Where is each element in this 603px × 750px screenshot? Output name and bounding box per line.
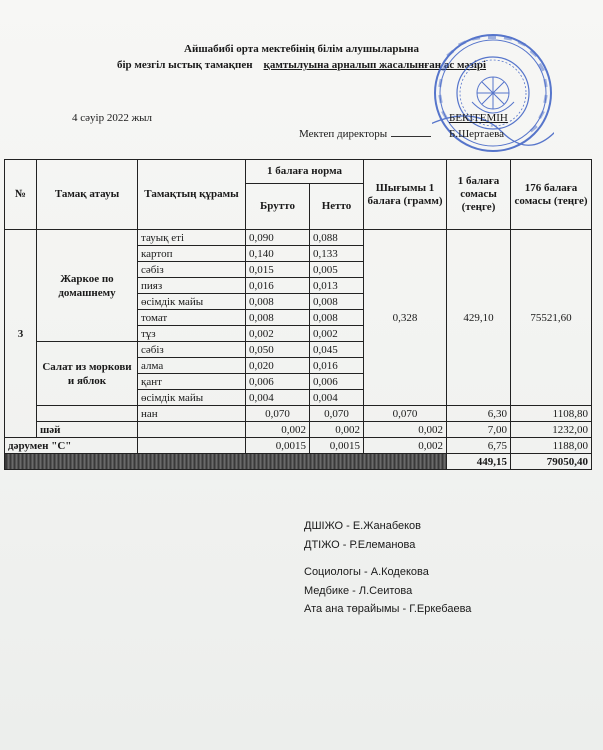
header-composition: Тамақтың құрамы bbox=[138, 160, 246, 230]
brutto: 0,006 bbox=[246, 374, 310, 390]
ingredient: сәбіз bbox=[138, 342, 246, 358]
main-output: 0,328 bbox=[364, 230, 447, 406]
cost1: 6,75 bbox=[447, 438, 511, 454]
brutto: 0,050 bbox=[246, 342, 310, 358]
output: 0,070 bbox=[364, 406, 447, 422]
ingredient: нан bbox=[138, 406, 246, 422]
signature-line bbox=[391, 136, 431, 137]
netto: 0,0015 bbox=[310, 438, 364, 454]
ingredient: тұз bbox=[138, 326, 246, 342]
empty-cell bbox=[37, 406, 138, 422]
header-netto: Нетто bbox=[310, 184, 364, 230]
brutto: 0,008 bbox=[246, 294, 310, 310]
netto: 0,005 bbox=[310, 262, 364, 278]
total-cost1: 449,15 bbox=[447, 454, 511, 470]
brutto: 0,008 bbox=[246, 310, 310, 326]
table-row bbox=[5, 406, 592, 422]
signature-line-5: Ата ана төрайымы - Г.Еркебаева bbox=[304, 603, 472, 615]
header-norm: 1 балаға норма bbox=[246, 160, 364, 184]
header-output: Шығымы 1 балаға (грамм) bbox=[364, 160, 447, 230]
brutto: 0,140 bbox=[246, 246, 310, 262]
title-part-a: бір мезгіл ыстық тамақпен bbox=[116, 59, 253, 71]
netto: 0,004 bbox=[310, 390, 364, 406]
ingredient: қант bbox=[138, 374, 246, 390]
signature-line-2: ДТІЖО - Р.Елеманова bbox=[304, 538, 416, 551]
header-cost176: 176 балаға сомасы (теңге) bbox=[511, 160, 592, 230]
cost1: 6,30 bbox=[447, 406, 511, 422]
brutto: 0,090 bbox=[246, 230, 310, 246]
vitamin-label: дәрумен "С" bbox=[5, 438, 138, 454]
table-row bbox=[5, 230, 592, 246]
director-name: Б.Шертаева bbox=[449, 128, 505, 140]
header-num: № bbox=[5, 160, 37, 230]
table-row bbox=[5, 438, 592, 454]
total-shaded-cell bbox=[5, 454, 447, 470]
director-label-text: Мектеп директоры bbox=[299, 128, 388, 140]
brutto: 0,015 bbox=[246, 262, 310, 278]
brutto: 0,070 bbox=[246, 406, 310, 422]
netto: 0,002 bbox=[310, 422, 364, 438]
table-row bbox=[5, 422, 592, 438]
brutto: 0,016 bbox=[246, 278, 310, 294]
brutto: 0,020 bbox=[246, 358, 310, 374]
signature-line-4: Медбике - Л.Сеитова bbox=[304, 584, 413, 597]
header-cost1: 1 балаға сомасы (теңге) bbox=[447, 160, 511, 230]
netto: 0,070 bbox=[310, 406, 364, 422]
row-number: 3 bbox=[5, 230, 37, 438]
document-date: 4 сәуір 2022 жыл bbox=[72, 112, 153, 124]
ingredient: өсімдік майы bbox=[138, 390, 246, 406]
netto: 0,008 bbox=[310, 310, 364, 326]
main-cost176: 75521,60 bbox=[511, 230, 592, 406]
tea-label: шәй bbox=[37, 422, 138, 438]
cost1: 7,00 bbox=[447, 422, 511, 438]
ingredient: сәбіз bbox=[138, 262, 246, 278]
director-label bbox=[299, 128, 431, 140]
title-part-b: қамтылуына арналып жасалынған ас мәзірі bbox=[263, 59, 487, 71]
ingredient: томат bbox=[138, 310, 246, 326]
netto: 0,088 bbox=[310, 230, 364, 246]
main-cost1: 429,10 bbox=[447, 230, 511, 406]
cost176: 1232,00 bbox=[511, 422, 592, 438]
total-row bbox=[5, 454, 592, 470]
menu-table bbox=[4, 159, 592, 470]
brutto: 0,002 bbox=[246, 422, 310, 438]
approve-label: БЕКІТЕМІН bbox=[449, 112, 508, 124]
total-cost176: 79050,40 bbox=[511, 454, 592, 470]
signature-line-3: Социологы - А.Кодекова bbox=[304, 566, 429, 578]
brutto: 0,0015 bbox=[246, 438, 310, 454]
ingredient: өсімдік майы bbox=[138, 294, 246, 310]
ingredient: картоп bbox=[138, 246, 246, 262]
cost176: 1108,80 bbox=[511, 406, 592, 422]
brutto: 0,004 bbox=[246, 390, 310, 406]
netto: 0,006 bbox=[310, 374, 364, 390]
ingredient: пияз bbox=[138, 278, 246, 294]
ingredient: тауық еті bbox=[138, 230, 246, 246]
header-dish: Тамақ атауы bbox=[37, 160, 138, 230]
cost176: 1188,00 bbox=[511, 438, 592, 454]
signature-line-1: ДШІЖО - Е.Жанабеков bbox=[304, 520, 422, 532]
empty-cell bbox=[138, 422, 246, 438]
brutto: 0,002 bbox=[246, 326, 310, 342]
netto: 0,016 bbox=[310, 358, 364, 374]
dish-name: Салат из моркови и яблок bbox=[37, 342, 138, 406]
netto: 0,008 bbox=[310, 294, 364, 310]
netto: 0,002 bbox=[310, 326, 364, 342]
output: 0,002 bbox=[364, 422, 447, 438]
signatures-block bbox=[304, 517, 471, 619]
document-title-line1: Айшабибі орта мектебінің білім алушыларына bbox=[184, 43, 419, 55]
ingredient: алма bbox=[138, 358, 246, 374]
netto: 0,013 bbox=[310, 278, 364, 294]
empty-cell bbox=[138, 438, 246, 454]
netto: 0,133 bbox=[310, 246, 364, 262]
output: 0,002 bbox=[364, 438, 447, 454]
header-brutto: Брутто bbox=[246, 184, 310, 230]
netto: 0,045 bbox=[310, 342, 364, 358]
dish-name: Жаркое по домашнему bbox=[37, 230, 138, 342]
